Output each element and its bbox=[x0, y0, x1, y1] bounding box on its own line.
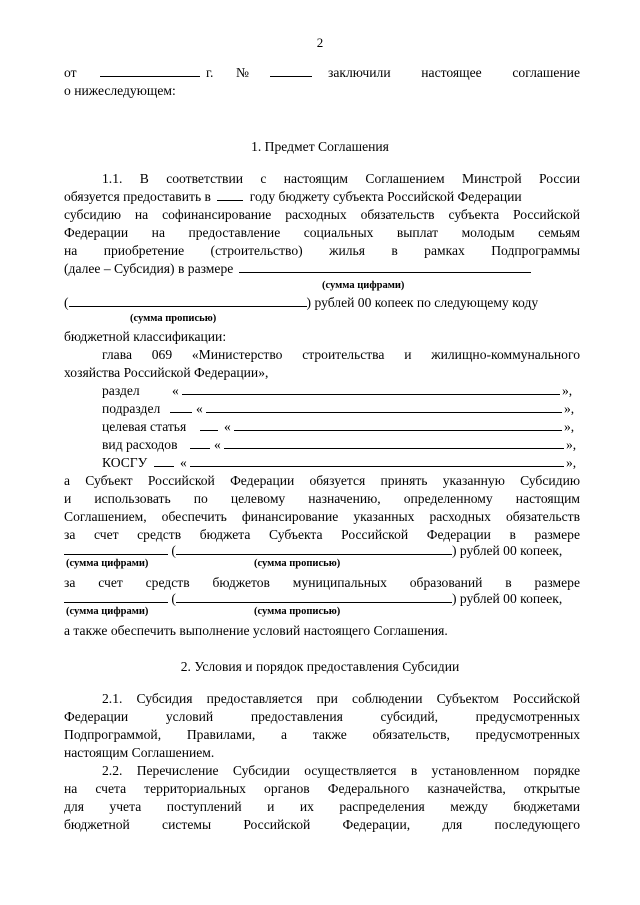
p22-line-3: для учета поступлений и их распределения между бюджетами bbox=[64, 799, 580, 814]
budget-rub-kop: рублей 00 копеек, bbox=[459, 543, 563, 558]
mun-digits-blank bbox=[64, 590, 168, 603]
p11-line-3: субсидию на софинансирование расходных обязательств субъекта Российской bbox=[64, 207, 580, 222]
number-blank bbox=[270, 64, 312, 77]
date-blank bbox=[100, 64, 200, 77]
code-label: вид расходов bbox=[102, 437, 178, 452]
code-blank bbox=[206, 400, 562, 413]
intro-line bbox=[64, 64, 580, 81]
code-short-blank bbox=[200, 418, 218, 431]
p21-line-4: настоящим Соглашением. bbox=[64, 745, 215, 760]
code-row-vid: вид расходов « », bbox=[102, 437, 577, 452]
code-blank bbox=[224, 436, 564, 449]
mun-sum-line: ( ) рублей 00 копеек, bbox=[64, 590, 562, 607]
intro-rest: заключили настоящее соглашение bbox=[328, 65, 580, 80]
code-label: целевая статья bbox=[102, 419, 187, 434]
p11-line-5: на приобретение (строительство) жилья в рамках Подпрограммы bbox=[64, 243, 580, 258]
code-label: подраздел bbox=[102, 401, 161, 416]
subject-line-2: и использовать по целевому назначению, определенному настоящим bbox=[64, 491, 580, 506]
p11-line-6a: (далее – Субсидия) в размере bbox=[64, 261, 234, 276]
sum-words-blank bbox=[69, 294, 307, 307]
p11-line-1: 1.1. В соответствии с настоящим Соглашением Минстрой России bbox=[102, 171, 580, 186]
sum-words-note-2: (сумма прописью) bbox=[254, 558, 341, 569]
intro-g: г. bbox=[206, 65, 214, 80]
budget-sum-line: ( ) рублей 00 копеек, bbox=[64, 542, 562, 559]
section-2-title: 2. Условия и порядок предоставления Субсидии bbox=[180, 659, 460, 674]
mun-line: за счет средств бюджетов муниципальных образований в размере bbox=[64, 575, 580, 590]
intro-ot: от bbox=[64, 65, 77, 80]
mun-rub-kop: рублей 00 копеек, bbox=[459, 591, 563, 606]
sum-words-note-1: (сумма прописью) bbox=[130, 313, 217, 324]
p21-line-1: 2.1. Субсидия предоставляется при соблюдении Субъектом Российской bbox=[102, 691, 580, 706]
p22-line-2: на счета территориальных органов Федерального казначейства, открытые bbox=[64, 781, 580, 796]
p11-line-6 bbox=[64, 260, 531, 277]
bk-line: бюджетной классификации: bbox=[64, 329, 227, 344]
code-row-kosgu: КОСГУ « », bbox=[102, 455, 577, 470]
code-label: КОСГУ bbox=[102, 455, 148, 470]
code-row-tselevaya: целевая статья « », bbox=[102, 419, 575, 434]
subject-line-3: Соглашением, обеспечить финансирование указанных расходных обязательств bbox=[64, 509, 580, 524]
budget-digits-blank bbox=[64, 542, 168, 555]
rub-line: ( ) рублей 00 копеек по следующему коду bbox=[64, 295, 539, 310]
subject-line-1: а Субъект Российской Федерации обязуется принять указанную Субсидию bbox=[64, 473, 580, 488]
p11-line-2a: обязуется предоставить в bbox=[64, 189, 211, 204]
sum-digits-note-2: (сумма цифрами) bbox=[66, 558, 149, 569]
p11-line-2b: году бюджету субъекта Российской Федерации bbox=[249, 189, 522, 204]
p22-line-1: 2.2. Перечисление Субсидии осуществляется в установленном порядке bbox=[102, 763, 580, 778]
p21-line-2: Федерации условий предоставления субсидий, предусмотренных bbox=[64, 709, 580, 724]
intro-line-2: о нижеследующем: bbox=[64, 83, 176, 98]
code-blank bbox=[234, 418, 562, 431]
subject-line-4: за счет средств бюджета Субъекта Российской Федерации в размере bbox=[64, 527, 580, 542]
p21-line-3: Подпрограммой, Правилами, а также обязательств, предусмотренных bbox=[64, 727, 580, 742]
rub-line-text: рублей 00 копеек по следующему коду bbox=[314, 295, 539, 310]
section-1-title: 1. Предмет Соглашения bbox=[251, 139, 389, 154]
code-blank bbox=[182, 382, 560, 395]
page-number: 2 bbox=[316, 35, 324, 50]
p22-line-4: бюджетной системы Российской Федерации, для последующего bbox=[64, 817, 580, 832]
code-short-blank bbox=[154, 454, 174, 467]
year-blank bbox=[217, 188, 243, 201]
p11-line-4: Федерации на предоставление социальных выплат молодым семьям bbox=[64, 225, 580, 240]
code-short-blank bbox=[170, 400, 192, 413]
sum-digits-note-3: (сумма цифрами) bbox=[66, 606, 149, 617]
glava-line-1: глава 069 «Министерство строительства и жилищно-коммунального bbox=[102, 347, 580, 362]
sum-digits-note-1: (сумма цифрами) bbox=[322, 280, 405, 291]
code-label: раздел bbox=[102, 383, 140, 398]
mun-words-blank bbox=[176, 590, 452, 603]
sum-words-note-3: (сумма прописью) bbox=[254, 606, 341, 617]
sum-digits-blank bbox=[239, 260, 531, 273]
final-line: а также обеспечить выполнение условий настоящего Соглашения. bbox=[64, 623, 448, 638]
glava-line-2: хозяйства Российской Федерации», bbox=[64, 365, 269, 380]
code-row-razdel: раздел « », bbox=[102, 383, 573, 398]
intro-no: № bbox=[236, 65, 249, 80]
budget-words-blank bbox=[176, 542, 452, 555]
code-short-blank bbox=[190, 436, 210, 449]
p11-line-2 bbox=[64, 188, 580, 205]
code-blank bbox=[190, 454, 564, 467]
code-row-podrazdel: подраздел « », bbox=[102, 401, 575, 416]
